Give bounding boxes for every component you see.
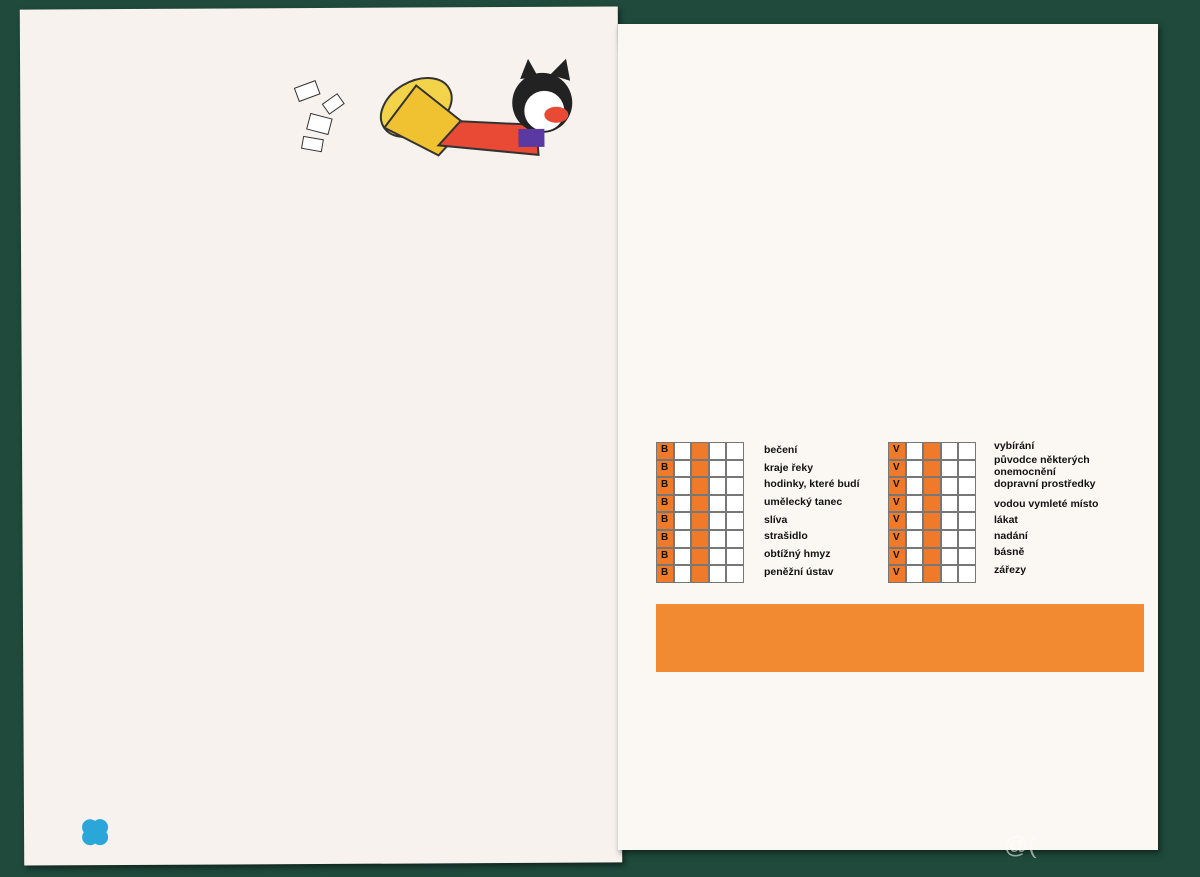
d6-cell xyxy=(888,460,906,478)
d5-cell xyxy=(674,460,692,478)
d5-cell xyxy=(656,442,674,460)
d6-clue: dopravní prostředky xyxy=(994,478,1096,490)
d5-cell xyxy=(691,460,709,478)
d6-cell xyxy=(888,530,906,548)
d5-cell xyxy=(709,512,727,530)
d5-cell xyxy=(691,442,709,460)
d5-letter: B xyxy=(661,549,669,561)
d5-cell xyxy=(674,495,692,513)
d5-cell xyxy=(726,565,744,583)
d6-clue: vodou vymleté místo xyxy=(994,498,1099,510)
d6-cell xyxy=(958,565,976,583)
d6-cell xyxy=(906,530,924,548)
d6-cell xyxy=(923,565,941,583)
d6-cell xyxy=(888,477,906,495)
d6-cell xyxy=(941,477,959,495)
d6-cell xyxy=(906,512,924,530)
left-page xyxy=(20,6,622,865)
hint xyxy=(84,757,578,760)
d6-cell xyxy=(958,442,976,460)
d5-cell xyxy=(709,442,727,460)
d5-cell xyxy=(726,512,744,530)
d5-cell xyxy=(674,530,692,548)
d6-cell xyxy=(888,442,906,460)
d5-cell xyxy=(709,477,727,495)
d5-cell xyxy=(709,460,727,478)
d6-cell xyxy=(923,495,941,513)
d5-clue: obtížný hmyz xyxy=(764,548,831,560)
d6-cell xyxy=(923,548,941,566)
d5-letter: B xyxy=(661,461,669,473)
d6-clue: zářezy xyxy=(994,564,1027,576)
d6-letter: V xyxy=(893,444,900,455)
d6-clue: lákat xyxy=(994,514,1018,526)
d5-cell xyxy=(691,512,709,530)
d6-cell xyxy=(958,495,976,513)
d5-clue: strašidlo xyxy=(764,530,808,542)
clover-page-icon xyxy=(80,817,110,847)
d5-clue: peněžní ústav xyxy=(764,566,834,578)
d5-cell xyxy=(726,530,744,548)
d5-cell xyxy=(656,512,674,530)
across-clues xyxy=(83,559,577,562)
row-letters xyxy=(20,6,618,9)
d6-letter: V xyxy=(893,496,900,508)
d5-cell xyxy=(656,530,674,548)
d5-cell xyxy=(656,565,674,583)
d6-cell xyxy=(906,460,924,478)
column-numbers xyxy=(20,6,618,9)
d6-cell xyxy=(906,565,924,583)
d5-cell xyxy=(674,442,692,460)
d5-cell xyxy=(656,495,674,513)
d5-cell xyxy=(691,530,709,548)
d6-letter: V xyxy=(893,514,900,526)
d5-cell xyxy=(674,512,692,530)
d6-letter: V xyxy=(893,479,900,491)
d5-cell xyxy=(691,548,709,566)
d6-cell xyxy=(923,442,941,460)
d5-cell xyxy=(709,530,727,548)
watermark xyxy=(1004,832,1036,860)
d6-cell xyxy=(888,548,906,566)
d6-cell xyxy=(941,460,959,478)
d6-cell xyxy=(958,530,976,548)
d6-cell xyxy=(888,565,906,583)
d5-letter: B xyxy=(661,514,669,526)
d5-cell xyxy=(709,495,727,513)
d5-cell xyxy=(691,495,709,513)
d6-cell xyxy=(906,548,924,566)
d6-cell xyxy=(888,512,906,530)
d6-cell xyxy=(941,442,959,460)
d5-cell xyxy=(726,460,744,478)
d6-cell xyxy=(941,530,959,548)
d5-cell xyxy=(726,442,744,460)
d6-cell xyxy=(941,565,959,583)
d5-cell xyxy=(709,548,727,566)
d5-clue: bečení xyxy=(764,444,798,456)
d5-cell xyxy=(726,495,744,513)
d5-clue: umělecký tanec xyxy=(764,496,843,508)
d5-letter: B xyxy=(661,479,669,491)
d5-cell xyxy=(674,565,692,583)
d6-clue: původce některých onemocnění xyxy=(994,454,1090,478)
d5-clue: slíva xyxy=(764,514,788,526)
d6-letter: V xyxy=(893,567,900,579)
d5-cell xyxy=(726,477,744,495)
d6-cell xyxy=(888,495,906,513)
d5-letter: B xyxy=(661,444,669,455)
d6-letter: V xyxy=(893,532,900,543)
d5-cell xyxy=(656,477,674,495)
down-clues xyxy=(83,657,577,660)
solution-box xyxy=(656,604,1144,672)
d6-clue: básně xyxy=(994,546,1025,558)
d5-cell xyxy=(674,548,692,566)
right-page xyxy=(618,24,1158,850)
d5-cell xyxy=(674,477,692,495)
d6-letter: V xyxy=(893,549,900,561)
d6-cell xyxy=(941,548,959,566)
d6-cell xyxy=(923,460,941,478)
d5-cell xyxy=(691,565,709,583)
d5-letter: B xyxy=(661,532,669,543)
crossword-grid xyxy=(20,6,618,9)
d6-cell xyxy=(941,495,959,513)
d5-cell xyxy=(656,548,674,566)
d5-cell xyxy=(726,548,744,566)
d6-letter: V xyxy=(893,461,900,473)
d6-cell xyxy=(923,477,941,495)
d6-clue: vybírání xyxy=(994,440,1035,452)
d6-cell xyxy=(958,512,976,530)
cat-with-basket-illustration xyxy=(288,45,589,167)
at-icon: @( xyxy=(1004,832,1037,859)
d5-clue: hodinky, které budí xyxy=(764,478,860,490)
d5-cell xyxy=(656,460,674,478)
d6-cell xyxy=(958,460,976,478)
d6-cell xyxy=(906,477,924,495)
d6-cell xyxy=(958,548,976,566)
d6-clue: nadání xyxy=(994,530,1028,542)
d6-cell xyxy=(906,442,924,460)
d5-letter: B xyxy=(661,567,669,579)
d6-cell xyxy=(958,477,976,495)
d5-cell xyxy=(709,565,727,583)
d6-cell xyxy=(941,512,959,530)
d5-letter: B xyxy=(661,496,669,508)
d6-cell xyxy=(923,530,941,548)
d6-cell xyxy=(923,512,941,530)
d5-clue: kraje řeky xyxy=(764,462,814,474)
d6-cell xyxy=(906,495,924,513)
d5-cell xyxy=(691,477,709,495)
